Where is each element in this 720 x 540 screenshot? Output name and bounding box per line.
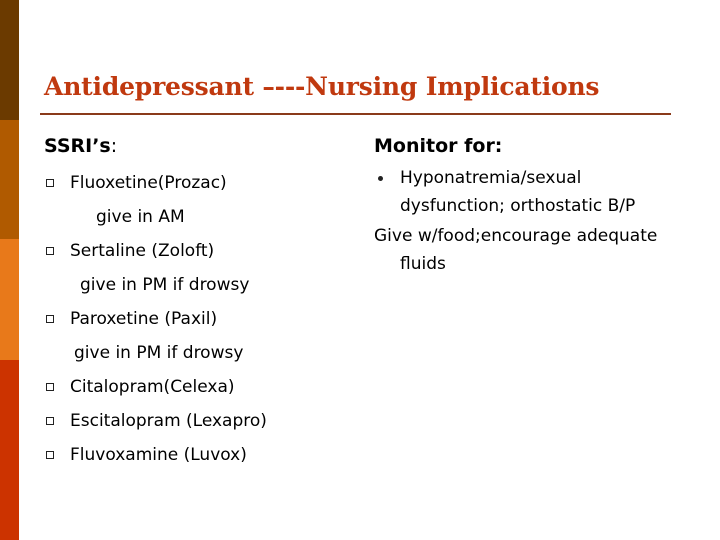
monitor-heading — [374, 132, 664, 160]
right-column — [374, 132, 664, 278]
square-bullet-icon — [46, 247, 54, 255]
list-note-text: give in AM — [96, 207, 185, 227]
monitor-heading-text: Monitor for: — [374, 135, 503, 157]
ssri-heading-bold: SSRI’s — [44, 135, 111, 157]
list-item-fluoxetine — [44, 166, 354, 200]
slide-title: Antidepressant –---Nursing Implications — [44, 72, 600, 101]
list-note-text: give in PM if drowsy — [74, 343, 244, 363]
list-item-escitalopram — [44, 404, 354, 438]
list-item-text: Fluvoxamine (Luvox) — [70, 445, 247, 465]
list-item-citalopram — [44, 370, 354, 404]
sidebar-band-orange — [0, 239, 19, 360]
sidebar-band-dark-brown — [0, 0, 19, 120]
square-bullet-icon — [46, 451, 54, 459]
list-item-sertaline — [44, 234, 354, 268]
list-item-text: Escitalopram (Lexapro) — [70, 411, 267, 431]
list-item-text: Paroxetine (Paxil) — [70, 309, 218, 329]
monitor-plain-item: Give w/food;encourage adequate fluids — [374, 226, 658, 274]
list-note-paroxetine — [44, 336, 354, 370]
ssri-heading-suffix: : — [110, 135, 118, 157]
ssri-heading — [44, 132, 354, 160]
list-item-text: Sertaline (Zoloft) — [70, 241, 215, 261]
title-divider — [40, 113, 671, 115]
square-bullet-icon — [46, 383, 54, 391]
monitor-bullet-text: Hyponatremia/sexual dysfunction; orthostatic B/P — [400, 168, 636, 216]
list-note-text: give in PM if drowsy — [80, 275, 250, 295]
list-item-paroxetine — [44, 302, 354, 336]
sidebar-band-red — [0, 360, 19, 540]
square-bullet-icon — [46, 179, 54, 187]
round-bullet-icon — [378, 176, 383, 181]
square-bullet-icon — [46, 315, 54, 323]
list-item-text: Citalopram(Celexa) — [70, 377, 235, 397]
list-note-fluoxetine — [44, 200, 354, 234]
list-item-text: Fluoxetine(Prozac) — [70, 173, 227, 193]
list-note-sertaline — [44, 268, 354, 302]
left-column — [44, 132, 354, 472]
monitor-bullet-item — [374, 164, 664, 220]
list-item-fluvoxamine — [44, 438, 354, 472]
square-bullet-icon — [46, 417, 54, 425]
sidebar-color-bar — [0, 0, 19, 540]
sidebar-band-brown — [0, 120, 19, 239]
